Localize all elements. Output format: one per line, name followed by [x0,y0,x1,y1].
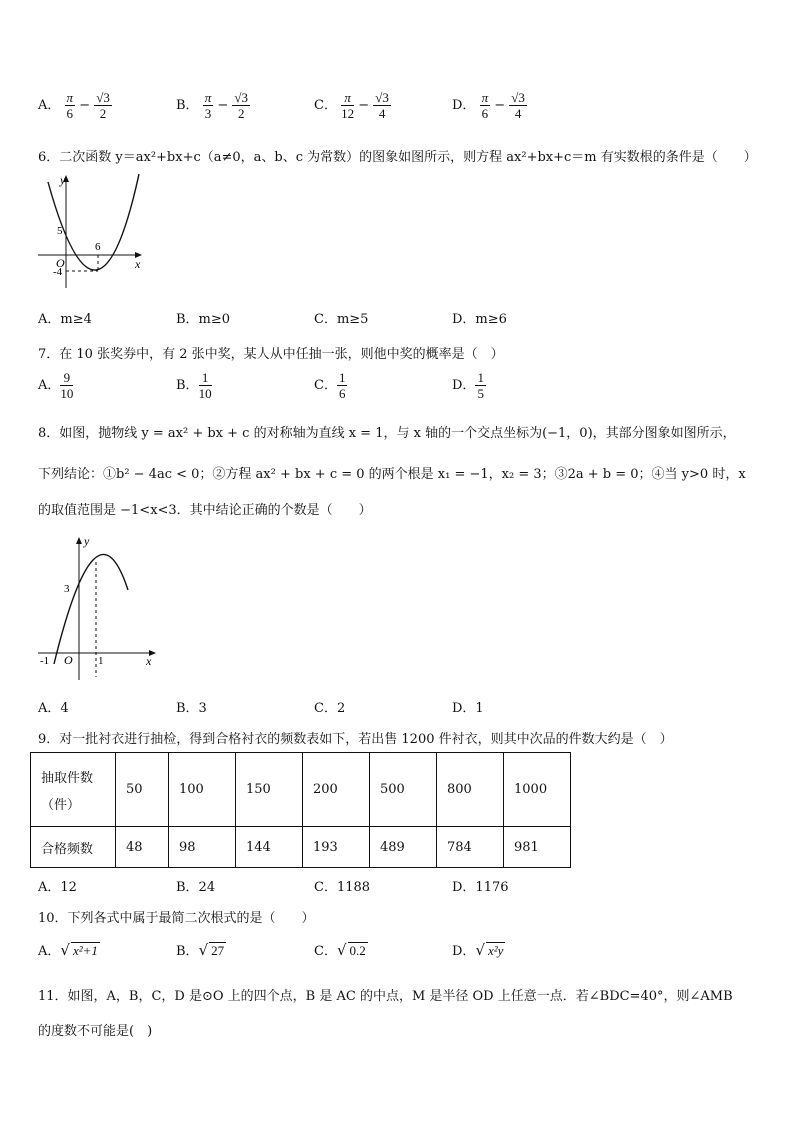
q9-option-c: C．1188 [314,880,371,895]
q6-option-d: D．m≥6 [452,312,507,327]
table-cell: 193 [303,827,370,868]
table-cell: 48 [116,827,169,868]
q6-tick-5: 5 [57,225,63,237]
q7-stem: 7．在 10 张奖券中，有 2 张中奖，某人从中任抽一张，则他中奖的概率是（ ） [38,347,504,362]
q6-x-label: x [135,257,141,271]
sqrt-sign: √ [336,941,347,959]
q6-option-b: B．m≥0 [176,312,231,327]
table-cell: 981 [504,827,571,868]
q5-option-c: C． $\frac{\pi}{12}$ − $\frac{√3}{4}$ [314,90,389,121]
q7-option-a: A． $\frac{9}{10}$ [38,370,74,401]
table-cell: 150 [236,753,303,827]
q6-y-label: y [60,173,66,187]
q8-option-d: D．1 [452,701,484,716]
table-cell: 489 [370,827,437,868]
table-cell: 100 [169,753,236,827]
q7-option-c: C． $\frac{1}{6}$ [314,370,346,401]
q8-option-c: C．2 [314,701,346,716]
q8-option-b: B．3 [176,701,207,716]
sqrt-sign: √ [60,941,70,959]
table-cell: 50 [116,753,169,827]
q9-option-d: D．1176 [452,880,509,895]
q10-stem: 10．下列各式中属于最简二次根式的是（ ） [38,911,315,926]
q11-stem-line1: 11．如图，A，B，C，D 是⊙O 上的四个点，B 是 AC 的中点，M 是半径 OD 上任意一点．若∠BDC=40°，则∠AMB [38,989,733,1004]
q8-stem-line3: 的取值范围是 −1<x<3．其中结论正确的个数是（ ） [38,503,372,518]
q10-option-c: C．√ 0.2 [314,941,366,959]
table-header-cell: 合格频数 [31,827,116,868]
q8-tick-3: 3 [64,583,70,595]
q7-option-d: D． $\frac{1}{5}$ [452,370,484,401]
q6-option-c: C．m≥5 [314,312,369,327]
q9-frequency-table [30,752,571,868]
q8-option-a: A．4 [38,701,69,716]
q11-stem-line2: 的度数不可能是( ) [38,1024,153,1039]
q10-option-a: A．√ x²+1 [38,941,98,959]
q6-tick-6: 6 [95,241,101,253]
q8-parabola-graph [36,532,160,682]
table-header-cell: 抽取件数 （件） [31,753,116,827]
q5-option-a: A． $\frac{\pi}{6}$ − $\frac{√3}{2}$ [38,90,110,121]
table-cell: 144 [236,827,303,868]
table-row [31,753,571,827]
q8-origin-label: O [64,653,73,667]
table-cell: 500 [370,753,437,827]
q6-tick-neg4: -4 [53,266,63,278]
q5-option-d: D． $\frac{\pi}{6}$ − $\frac{√3}{4}$ [452,90,525,121]
sqrt-sign: √ [475,941,485,959]
q8-tick-1: 1 [98,655,104,667]
q8-x-label: x [146,654,152,668]
q9-option-a: A．12 [38,880,77,895]
table-cell: 98 [169,827,236,868]
q6-parabola-graph [36,172,148,290]
sqrt-sign: √ [198,941,209,959]
q8-parabola-curve [54,554,128,664]
q10-option-d: D．√ x²y [452,941,504,959]
q9-stem: 9．对一批衬衣进行抽检，得到合格衬衣的频数表如下，若出售 1200 件衬衣，则其中次品的件数大约是（ ） [38,732,673,747]
table-cell: 1000 [504,753,571,827]
q10-option-b: B．√ 27 [176,941,225,959]
q9-option-b: B．24 [176,880,216,895]
q6-origin-label: O [56,256,65,270]
q8-tick-neg1: -1 [40,655,50,667]
q8-y-arrow [76,537,82,544]
q7-option-b: B． $\frac{1}{10}$ [176,370,212,401]
table-cell: 784 [437,827,504,868]
q8-y-label: y [84,534,90,548]
q5-option-b: B． $\frac{\pi}{3}$ − $\frac{√3}{2}$ [176,90,249,121]
table-row [31,827,571,868]
q8-stem-line1: 8．如图，抛物线 y = ax² + bx + c 的对称轴为直线 x = 1，与 x 轴的一个交点坐标为(−1，0)，其部分图象如图所示， [38,426,736,441]
q8-stem-line2: 下列结论：①b² − 4ac < 0；②方程 ax² + bx + c = 0 的两个根是 x₁ = −1，x₂ = 3；③2a + b = 0；④当 y>0 时，x [38,467,746,482]
table-cell: 800 [437,753,504,827]
table-cell: 200 [303,753,370,827]
q6-option-a: A．m≥4 [38,312,92,327]
q6-stem: 6．二次函数 y＝ax²+bx+c（a≠0，a、b、c 为常数）的图象如图所示，则方程 ax²+bx+c＝m 有实数根的条件是（ ） [38,150,757,165]
